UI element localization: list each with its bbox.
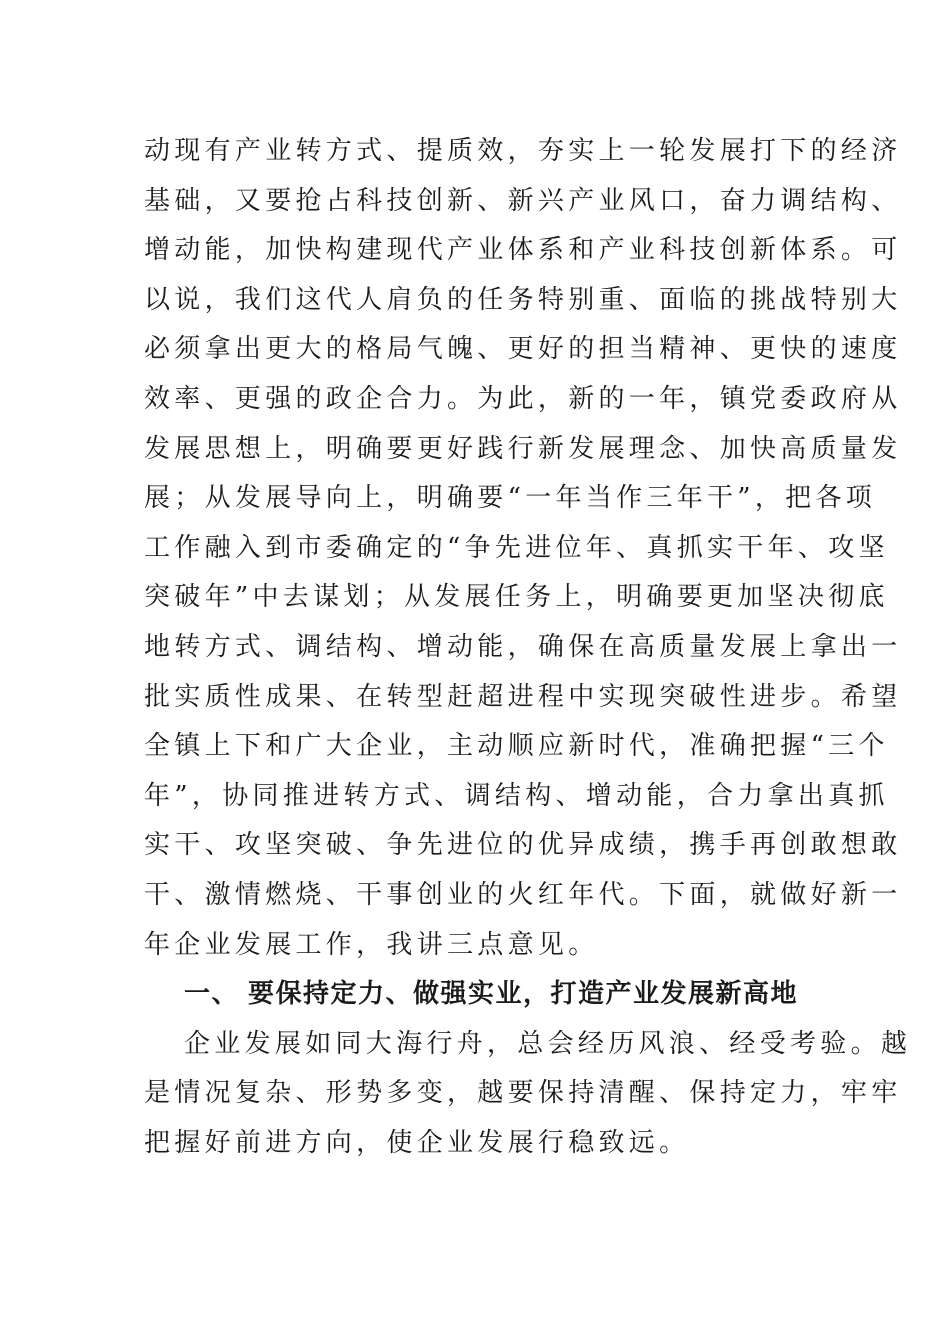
paragraph-line: 增动能，加快构建现代产业体系和产业科技创新体系。可 <box>144 235 902 266</box>
paragraph-line: 效率、更强的政企合力。为此，新的一年，镇党委政府从 <box>144 383 902 414</box>
paragraph-line: 必须拿出更大的格局气魄、更好的担当精神、更快的速度 <box>144 334 902 365</box>
section-heading <box>144 970 806 1020</box>
paragraph-line: 工作融入到市委确定的“争先进位年、真抓实干年、攻坚 <box>144 532 889 563</box>
paragraph-line: 发展思想上，明确要更好践行新发展理念、加快高质量发 <box>144 433 902 464</box>
paragraph-line: 是情况复杂、形势多变，越要保持清醒、保持定力，牢牢 <box>144 1078 902 1109</box>
paragraph-line: 实干、攻坚突破、争先进位的优异成绩，携手再创敢想敢 <box>144 830 902 861</box>
paragraph-line: 以说，我们这代人肩负的任务特别重、面临的挑战特别大 <box>144 284 902 315</box>
paragraph-line: 企业发展如同大海行舟，总会经历风浪、经受考验。越 <box>184 1028 912 1059</box>
paragraph-line: 展；从发展导向上，明确要“一年当作三年干”，把各项 <box>144 483 877 514</box>
paragraph-line: 把握好前进方向，使企业发展行稳致远。 <box>144 1127 690 1158</box>
paragraph-line: 基础，又要抢占科技创新、新兴产业风口，奋力调结构、 <box>144 185 902 216</box>
paragraph-line: 动现有产业转方式、提质效，夯实上一轮发展打下的经济 <box>144 136 902 166</box>
paragraph-line: 批实质性成果、在转型赶超进程中实现突破性进步。希望 <box>144 681 902 712</box>
paragraph-line: 年”，协同推进转方式、调结构、增动能，合力拿出真抓 <box>144 780 889 811</box>
document-body <box>144 127 912 1168</box>
paragraph-line: 突破年”中去谋划；从发展任务上，明确要更加坚决彻底 <box>144 582 889 613</box>
section-number: 一、 <box>184 979 240 1010</box>
paragraph-line: 全镇上下和广大企业，主动顺应新时代，准确把握“三个 <box>144 731 889 762</box>
paragraph-line: 干、激情燃烧、干事创业的火红年代。下面，就做好新一 <box>144 879 902 910</box>
section-title: 要保持定力、做强实业，打造产业发展新高地 <box>248 979 799 1010</box>
paragraph-line: 年企业发展工作，我讲三点意见。 <box>144 929 599 960</box>
paragraph-line: 地转方式、调结构、增动能，确保在高质量发展上拿出一 <box>144 631 902 662</box>
